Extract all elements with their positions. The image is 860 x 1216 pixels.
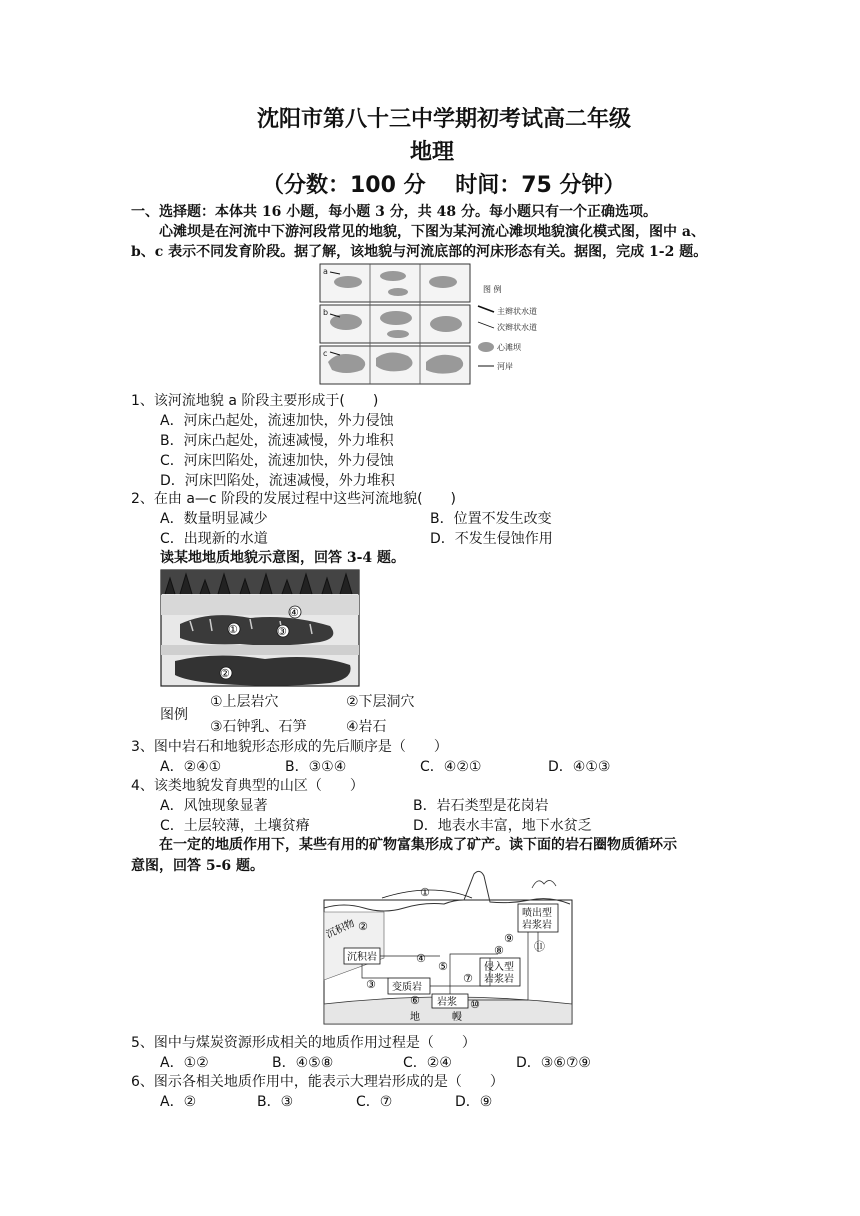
- q5-option-d[interactable]: D．③⑥⑦⑨: [516, 1055, 591, 1071]
- q2-stem: 2、在由 a—c 阶段的发展过程中这些河流地貌( ): [131, 491, 457, 507]
- fig2-legend-1: ①上层岩穴: [210, 694, 279, 710]
- q2-option-a[interactable]: A．数量明显减少: [160, 511, 268, 527]
- q4-option-b[interactable]: B．岩石类型是花岗岩: [413, 798, 549, 814]
- q3-option-a[interactable]: A．②④①: [160, 759, 222, 775]
- fig2-legend-2: ②下层洞穴: [346, 694, 415, 710]
- label-mantle-1: 地: [410, 1012, 420, 1023]
- rock-cycle-figure: [322, 870, 574, 1028]
- q1-option-a[interactable]: A．河床凸起处，流速加快，外力侵蚀: [160, 413, 394, 429]
- q6-option-b[interactable]: B．③: [257, 1094, 294, 1110]
- panel-label-c: c: [323, 349, 328, 358]
- label-mantle-2: 幔: [452, 1012, 462, 1023]
- channel-bar: [380, 271, 406, 281]
- q3-option-c[interactable]: C．④②①: [420, 759, 482, 775]
- process-11: ⑪: [534, 940, 545, 953]
- section-heading: 一、选择题：本体共 16 小题，每小题 3 分，共 48 分。每小题只有一个正确选项。: [131, 204, 657, 220]
- legend-title: 图 例: [483, 285, 502, 294]
- q3-option-b[interactable]: B．③①④: [285, 759, 347, 775]
- label-intrusive-1: 侵入型: [484, 962, 514, 973]
- q5-stem: 5、图中与煤炭资源形成相关的地质作用过程是（ ）: [131, 1035, 476, 1051]
- q1-option-c[interactable]: C．河床凹陷处，流速加快，外力侵蚀: [160, 453, 394, 469]
- process-5: ⑤: [438, 960, 448, 973]
- karst-cave-figure: [160, 569, 360, 687]
- channel-bar: [334, 276, 362, 288]
- q2-option-c[interactable]: C．出现新的水道: [160, 531, 268, 547]
- legend-item: 河岸: [497, 362, 513, 371]
- process-10: ⑩: [470, 998, 480, 1011]
- subject-title: 地理: [410, 140, 455, 165]
- channel-bar: [429, 276, 457, 288]
- process-3: ③: [366, 978, 376, 991]
- q5-option-a[interactable]: A．①②: [160, 1055, 209, 1071]
- lower-cave: [175, 655, 351, 685]
- q4-option-a[interactable]: A．风蚀现象显著: [160, 798, 268, 814]
- q2-option-b[interactable]: B．位置不发生改变: [430, 511, 552, 527]
- bar-legend-icon: [478, 342, 494, 352]
- process-2: ②: [358, 920, 368, 933]
- passage1-line2: b、c 表示不同发育阶段。据了解，该地貌与河流底部的河床形态有关。据图，完成 1-2 题。: [131, 244, 708, 260]
- q5-option-b[interactable]: B．④⑤⑧: [272, 1055, 334, 1071]
- process-7: ⑦: [463, 972, 473, 985]
- q4-option-c[interactable]: C．土层较薄，土壤贫瘠: [160, 818, 310, 834]
- marker-2: ②: [220, 667, 230, 680]
- q1-option-d[interactable]: D．河床凹陷处，流速减慢，外力堆积: [160, 473, 395, 489]
- q1-option-b[interactable]: B．河床凸起处，流速减慢，外力堆积: [160, 433, 394, 449]
- marker-3: ③: [277, 625, 287, 638]
- q3-stem: 3、图中岩石和地貌形态形成的先后顺序是（ ）: [131, 739, 448, 755]
- process-9: ⑨: [504, 932, 514, 945]
- passage3-line1: 在一定的地质作用下，某些有用的矿物富集形成了矿产。读下面的岩石圈物质循环示: [131, 837, 677, 853]
- label-sediment: 沉积物: [324, 918, 357, 941]
- q4-option-d[interactable]: D．地表水丰富，地下水贫乏: [413, 818, 592, 834]
- channel-bar-figure: [318, 262, 544, 388]
- process-4: ④: [416, 952, 426, 965]
- fig2-legend-3: ③石钟乳、石笋: [210, 719, 307, 735]
- marker-1: ①: [228, 623, 238, 636]
- fig2-legend-4: ④岩石: [346, 719, 387, 735]
- marker-4: ④: [289, 606, 299, 619]
- passage3-line2: 意图，回答 5-6 题。: [131, 858, 265, 874]
- panel-label-b: b: [323, 308, 329, 317]
- label-sedimentary: 沉积岩: [347, 952, 377, 963]
- channel-bar: [387, 330, 409, 338]
- q1-stem: 1、该河流地貌 a 阶段主要形成于( ): [131, 393, 379, 409]
- q6-option-c[interactable]: C．⑦: [356, 1094, 393, 1110]
- q4-stem: 4、该类地貌发育典型的山区（ ）: [131, 778, 364, 794]
- label-magma: 岩浆: [437, 997, 457, 1008]
- q6-option-a[interactable]: A．②: [160, 1094, 197, 1110]
- q6-stem: 6、图示各相关地质作用中，能表示大理岩形成的是（ ）: [131, 1074, 504, 1090]
- process-1: ①: [420, 886, 430, 899]
- q5-option-c[interactable]: C．②④: [403, 1055, 452, 1071]
- label-metamorphic: 变质岩: [392, 982, 422, 993]
- legend-item: 心滩坝: [497, 343, 521, 352]
- q2-option-d[interactable]: D．不发生侵蚀作用: [430, 531, 553, 547]
- page-title: 沈阳市第八十三中学期初考试高二年级: [257, 107, 632, 132]
- legend-item: 主辫状水道: [497, 307, 537, 316]
- channel-bar: [430, 316, 462, 332]
- label-extrusive-2: 岩浆岩: [522, 920, 552, 931]
- process-8: ⑧: [494, 944, 504, 957]
- channel-bar: [330, 314, 362, 330]
- q3-option-d[interactable]: D．④①③: [548, 759, 611, 775]
- exam-info: （分数：100 分 时间：75 分钟）: [262, 173, 626, 198]
- passage2: 读某地地质地貌示意图，回答 3-4 题。: [160, 550, 406, 566]
- panel-label-a: a: [323, 267, 328, 276]
- process-6: ⑥: [410, 994, 420, 1007]
- secondary-channel-arrow-icon: [478, 322, 494, 328]
- main-channel-arrow-icon: [478, 306, 494, 312]
- q6-option-d[interactable]: D．⑨: [455, 1094, 493, 1110]
- channel-bar: [388, 288, 408, 296]
- legend-item: 次辫状水道: [497, 323, 537, 332]
- channel-bar: [380, 311, 412, 325]
- passage1-line1: 心滩坝是在河流中下游河段常见的地貌，下图为某河流心滩坝地貌演化模式图，图中 a、: [131, 224, 705, 240]
- fig2-legend-label: 图例: [160, 707, 188, 723]
- label-intrusive-2: 岩浆岩: [484, 974, 514, 985]
- label-extrusive-1: 喷出型: [522, 908, 552, 919]
